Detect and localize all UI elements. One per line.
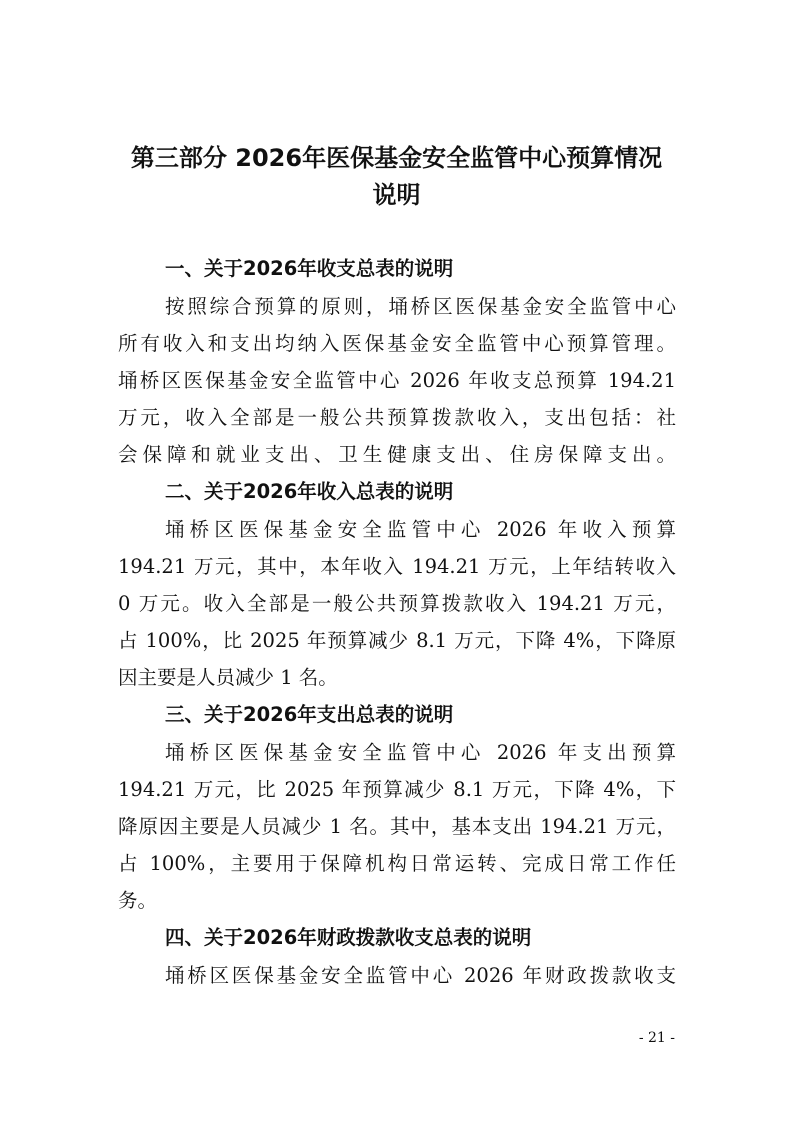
- text-line: 降原因主要是人员减少 1 名。其中，基本支出 194.21 万元，: [118, 815, 676, 838]
- title-line-2: 说明: [372, 181, 421, 209]
- text-line: 194.21 万元，比 2025 年预算减少 8.1 万元，下降 4%，下: [118, 778, 676, 801]
- text-line: 务。: [118, 889, 158, 912]
- text-line: 占 100%，比 2025 年预算减少 8.1 万元，下降 4%，下降原: [118, 629, 676, 652]
- section-heading: 一、关于2026年收支总表的说明: [165, 257, 454, 280]
- text-line: 占 100%，主要用于保障机构日常运转、完成日常工作任: [118, 852, 676, 875]
- text-line: 194.21 万元，其中，本年收入 194.21 万元，上年结转收入: [118, 555, 676, 578]
- text-line: 会保障和就业支出、卫生健康支出、住房保障支出。: [118, 443, 676, 466]
- title-line-1: 第三部分 2026年医保基金安全监管中心预算情况: [130, 144, 663, 172]
- section-heading: 四、关于2026年财政拨款收支总表的说明: [165, 926, 532, 949]
- text-line: 所有收入和支出均纳入医保基金安全监管中心预算管理。: [118, 332, 676, 355]
- text-line: 埇桥区医保基金安全监管中心 2026 年收支总预算 194.21: [118, 369, 676, 392]
- text-line: 埇桥区医保基金安全监管中心 2026 年收入预算: [165, 518, 676, 541]
- text-line: 0 万元。收入全部是一般公共预算拨款收入 194.21 万元，: [118, 592, 676, 615]
- document-body: [118, 250, 676, 994]
- section-heading: 三、关于2026年支出总表的说明: [165, 703, 454, 726]
- text-line: 埇桥区医保基金安全监管中心 2026 年支出预算: [165, 741, 676, 764]
- text-line: 埇桥区医保基金安全监管中心 2026 年财政拨款收支: [165, 964, 676, 987]
- text-line: 按照综合预算的原则，埇桥区医保基金安全监管中心: [165, 295, 676, 318]
- text-line: 因主要是人员减少 1 名。: [118, 666, 338, 689]
- page-title: [0, 140, 793, 214]
- section-heading: 二、关于2026年收入总表的说明: [165, 480, 454, 503]
- text-line: 万元，收入全部是一般公共预算拨款收入，支出包括：社: [118, 406, 676, 429]
- page-number: - 21 -: [638, 1030, 675, 1046]
